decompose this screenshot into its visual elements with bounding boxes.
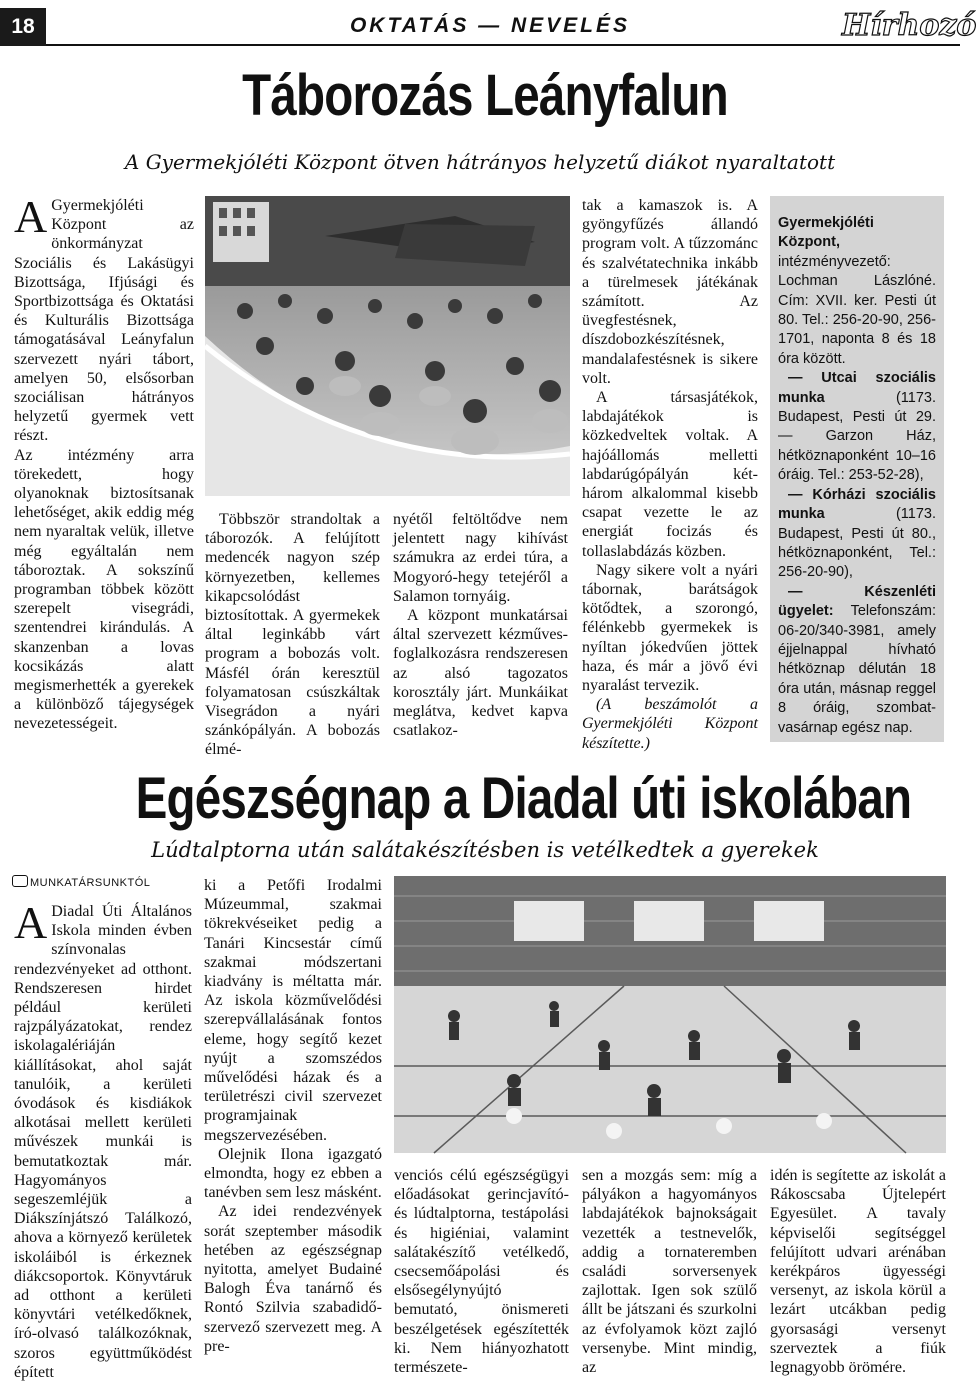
article2-column-3 [394, 1166, 569, 1377]
section-title: OKTATÁS — NEVELÉS [349, 14, 631, 37]
article1-subtitle: A Gyermekjóléti Központ ötven hátrányos helyzetű diákot nyaraltatott [124, 150, 836, 174]
pool-photo [205, 196, 570, 496]
article1-col4-p4: (A beszámolót a Gyermekjóléti Központ készítette.) [582, 696, 758, 752]
article2-col2-p2: Olejnik Ilona igazgató elmondta, hogy ez ebben a tanévben sem lesz másként. [204, 1145, 382, 1202]
article2-column-1 [14, 897, 192, 1382]
article2-subtitle: Lúdtalptorna után salátakészítésben is vetélkedtek a gyerekek [151, 838, 819, 862]
dropcap-2: A [14, 897, 48, 948]
infobox-d-text: Telefonszám: 06-20/340-3981, amely éjjelnappal hívható hétköznap délután 18 óra után, másnap reggel 8 óráig, szombat-vasárnap egész nap. [778, 603, 936, 736]
article2-column-2 [204, 876, 382, 1356]
article2-col3-p1: venciós célú egészségügyi előadásokat gerincjavító- és lúdtalptorna, testápolási és higiéniai, valamint salátakészítő vetélkedő, csecsemőápolási és elsősegélynyújtó bemutató, önismereti beszélgetések egészítették ki. Nem hiányozhatott természete- [394, 1167, 569, 1377]
article2-col2-p3: Az idei rendezvények sorát szeptember második hetében az egészségnap nyitotta, amelyet Budainé Balogh Éva tanárnő és Rontó Szilvia szabadidő-szervező szervezett meg. A pre- [204, 1203, 382, 1355]
article2-col2-p1: ki a Petőfi Irodalmi Múzeummal, szakmai tökrekvéseiket pedig a Tanári Kincsestár című szakmai módszertani kiadvány is méltatta már. Az iskola közművelődési szerepvállalásának fontos eleme, hogy segítő kezet nyújt a szomszédos művelődési házak és a területrészi civil szervezet programjainak megszervezésében. [204, 877, 382, 1144]
page-number: 18 [0, 8, 46, 46]
gym-photo [394, 876, 946, 1153]
article2-column-4 [582, 1166, 757, 1377]
article2-col5-p1: idén is segítette az iskolát a Rákoscsaba Újtelepért Egyesület. A tavaly képviselői segítséggel felújított udvari arénában kerékpáros ügyességi versenyt, az iskola körül a lezárt utcákban pedig gyorsasági versenyt szerveztek a fiúk legnagyobb örömére. [770, 1167, 946, 1377]
infobox-b-text: (1173. Budapest, Pesti út 29. — Garzon Ház, hétköznaponként 10–16 óráig. Tel.: 253-52-28), [778, 389, 936, 484]
publication-logo: Hírhozó [842, 8, 976, 43]
article2-title: Egészségnap a Diadal úti iskolában [135, 766, 912, 831]
infobox-d-bold: — Készenléti ügyelet: [778, 583, 936, 620]
header-rule [46, 44, 960, 46]
article1-col1-p1: Gyermekjóléti Központ az önkormányzat Szociális és Lakásügyi Bizottsága, Ifjúsági és Sportbizottsága és Oktatási és Kulturális Bizottsága támogatásával Leányfalun szervezett nyári tábort, amelyen 50, elsősorban szociálisan hátrányos helyzetű gyermek vett részt. [14, 197, 194, 445]
article2-col4-p1: sen a mozgás sem: míg a pályákon a hagyományos labdajátékok bajnokságait vezették a testnevelők, addig a tornateremben családi sorversenyek zajlottak. Igen sok szülő állt be játszani és szurkolni az évfolyamok közt zajló versenybe. Mint mindig, az [582, 1167, 757, 1377]
infobox-c-text: (1173. Budapest, Pesti út 80., hétköznaponként, Tel.: 256-20-90), [778, 506, 936, 581]
article1-title: Táborozás Leányfalun [242, 63, 728, 128]
article1-column-1 [14, 191, 194, 734]
article2-col1-p1: Diadal Úti Általános Iskola minden évben színvonalas rendezvényeket ad otthont. Rendszeresen hirdet például kerületi rajzpályázatokat, rendez iskolagalériáján kiállításokat, ahol saját tanulóik, a kerületi óvodások és kisdiákok alkotásai mellett kerületi művészek munkái is bemutatkoztak már. Hagyományos segeszemléjük a Diákszínjátszó Találkozó, ahova a környező kerületek iskoláiból is érkeznek diákcsoportok. Könyvtáruk ad otthont a kerületi könyvtári vetélkedőknek, író-olvasó találkozóknak, szoros együttműködést épített [14, 903, 192, 1381]
infobox-c-bold: — Kórházi szociális munka [778, 486, 936, 523]
author-credit [12, 875, 192, 889]
article1-col3-p2: A központ munkatársai által szervezett kézműves-foglalkozásra rendszeresen az alsó tagozatos korosztály járt. Munkáikat meglátva, kedvet kapva csatlakoz- [393, 607, 568, 740]
contact-infobox [770, 196, 944, 742]
article1-column-3 [393, 510, 568, 740]
article1-col1-p2: Az intézmény arra törekedett, hogy olyanoknak biztosítsanak lehetőséget, akik eddig még nem nyaraltak velük, illetve még egyáltalán nem táboroztak. A sokszínű programban többek között szerepelt visegrádi, szentendrei kirándulás. A skanzenban a lovas kocsikázás alatt megismerhették a gyerekek a különböző tájegységek nevezetességeit. [14, 446, 194, 733]
infobox-a-text: intézményvezető: Lochman Lászlóné. Cím: XVII. ker. Pesti út 80. Tel.: 256-20-90, 256-1701, naponta 8 és 18 óra között. [778, 253, 936, 367]
infobox-b-bold: — Utcai szociális munka [778, 370, 936, 406]
article1-column-2 [205, 510, 380, 760]
article1-col3-p1: nyétől feltöltődve nem jelentett nagy kihívást számukra az erdei túra, a Mogyoró-hegy tetejéről a Salamon tornyáig. [393, 511, 568, 605]
infobox-a-bold: Gyermekjóléti Központ, [778, 215, 874, 251]
dropcap: A [14, 191, 48, 242]
credit-text: MUNKATÁRSUNKTÓL [30, 877, 151, 889]
article2-column-5 [770, 1166, 946, 1377]
article1-col4-p2: A társasjátékok, labdajátékok is közkedveltek voltak. A hajóállomás melletti labdarúgópályán két-három alkalommal kisebb csapat vezette le az energiát focizás és tollaslabdázás közben. [582, 389, 758, 560]
article1-col2-p1: Többször strandoltak a táborozók. A felújított medencék nagyon szép környezetben, kellemes kikapcsolódást biztosítottak. A gyermekek által leginkább várt program a bobozás volt. Másfél órán keresztül folyamatosan csúszkáltak Visegrádon a nyári szánkópályán. A bobozás élmé- [205, 511, 380, 759]
article1-col4-p1: tak a kamaszok is. A gyöngyfűzés állandó program volt. A tűzzománc és szalvétatechnika inkább a türelmesek játékának számított. Az üvegfestésnek, díszdobozkészítésnek, mandalafestésnek is sikere volt. [582, 197, 758, 387]
article1-col4-p3: Nagy sikere volt a nyári tábornak, barátságok kötődtek, a szorongó, félénkebb gyermekek is nyíltan jókedvűen jöttek haza, és már a jövő évi nyaralást tervezik. [582, 561, 758, 695]
envelope-icon [12, 875, 28, 887]
article1-column-4 [582, 196, 758, 753]
